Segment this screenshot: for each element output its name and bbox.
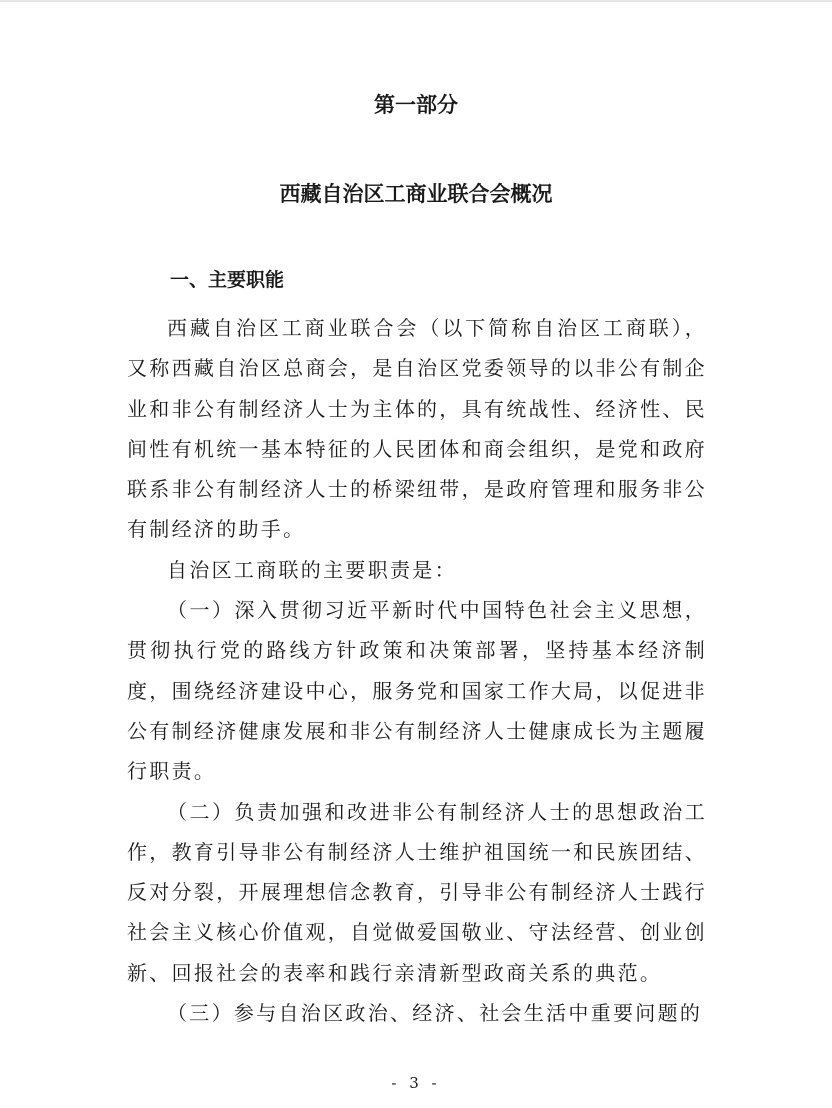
paragraph-intro: 西藏自治区工商业联合会（以下简称自治区工商联），又称西藏自治区总商会，是自治区党委领导的以非公有制企业和非公有制经济人士为主体的，具有统战性、经济性、民间性有机统一基本特征的人民团体和商会组织，是党和政府联系非公有制经济人士的桥梁纽带，是政府管理和服务非公有制经济的助手。: [127, 316, 707, 542]
org-title: 西藏自治区工商业联合会概况: [279, 182, 553, 206]
paragraph-duty-3: （三）参与自治区政治、经济、社会生活中重要问题的: [167, 1001, 703, 1026]
body-text: [127, 308, 707, 1033]
section-heading: 一、主要职能: [170, 269, 285, 291]
paragraph-duty-1: （一）深入贯彻习近平新时代中国特色社会主义思想，贯彻执行党的路线方针政策和决策部署，坚持基本经济制度，围绕经济建设中心，服务党和国家工作大局，以促进非公有制经济健康发展和非公有制经济人士健康成长为主题履行职责。: [127, 598, 707, 784]
paragraph-duty-2: （二）负责加强和改进非公有制经济人士的思想政治工作，教育引导非公有制经济人士维护祖国统一和民族团结、反对分裂，开展理想信念教育，引导非公有制经济人士践行社会主义核心价值观，自觉做爱国敬业、守法经营、创业创新、回报社会的表率和践行亲清新型政商关系的典范。: [127, 799, 707, 985]
page-number: - 3 -: [391, 1074, 441, 1092]
page-top-border: [0, 0, 832, 2]
paragraph-duties-lead: 自治区工商联的主要职责是：: [167, 557, 457, 582]
part-title: 第一部分: [374, 93, 458, 117]
